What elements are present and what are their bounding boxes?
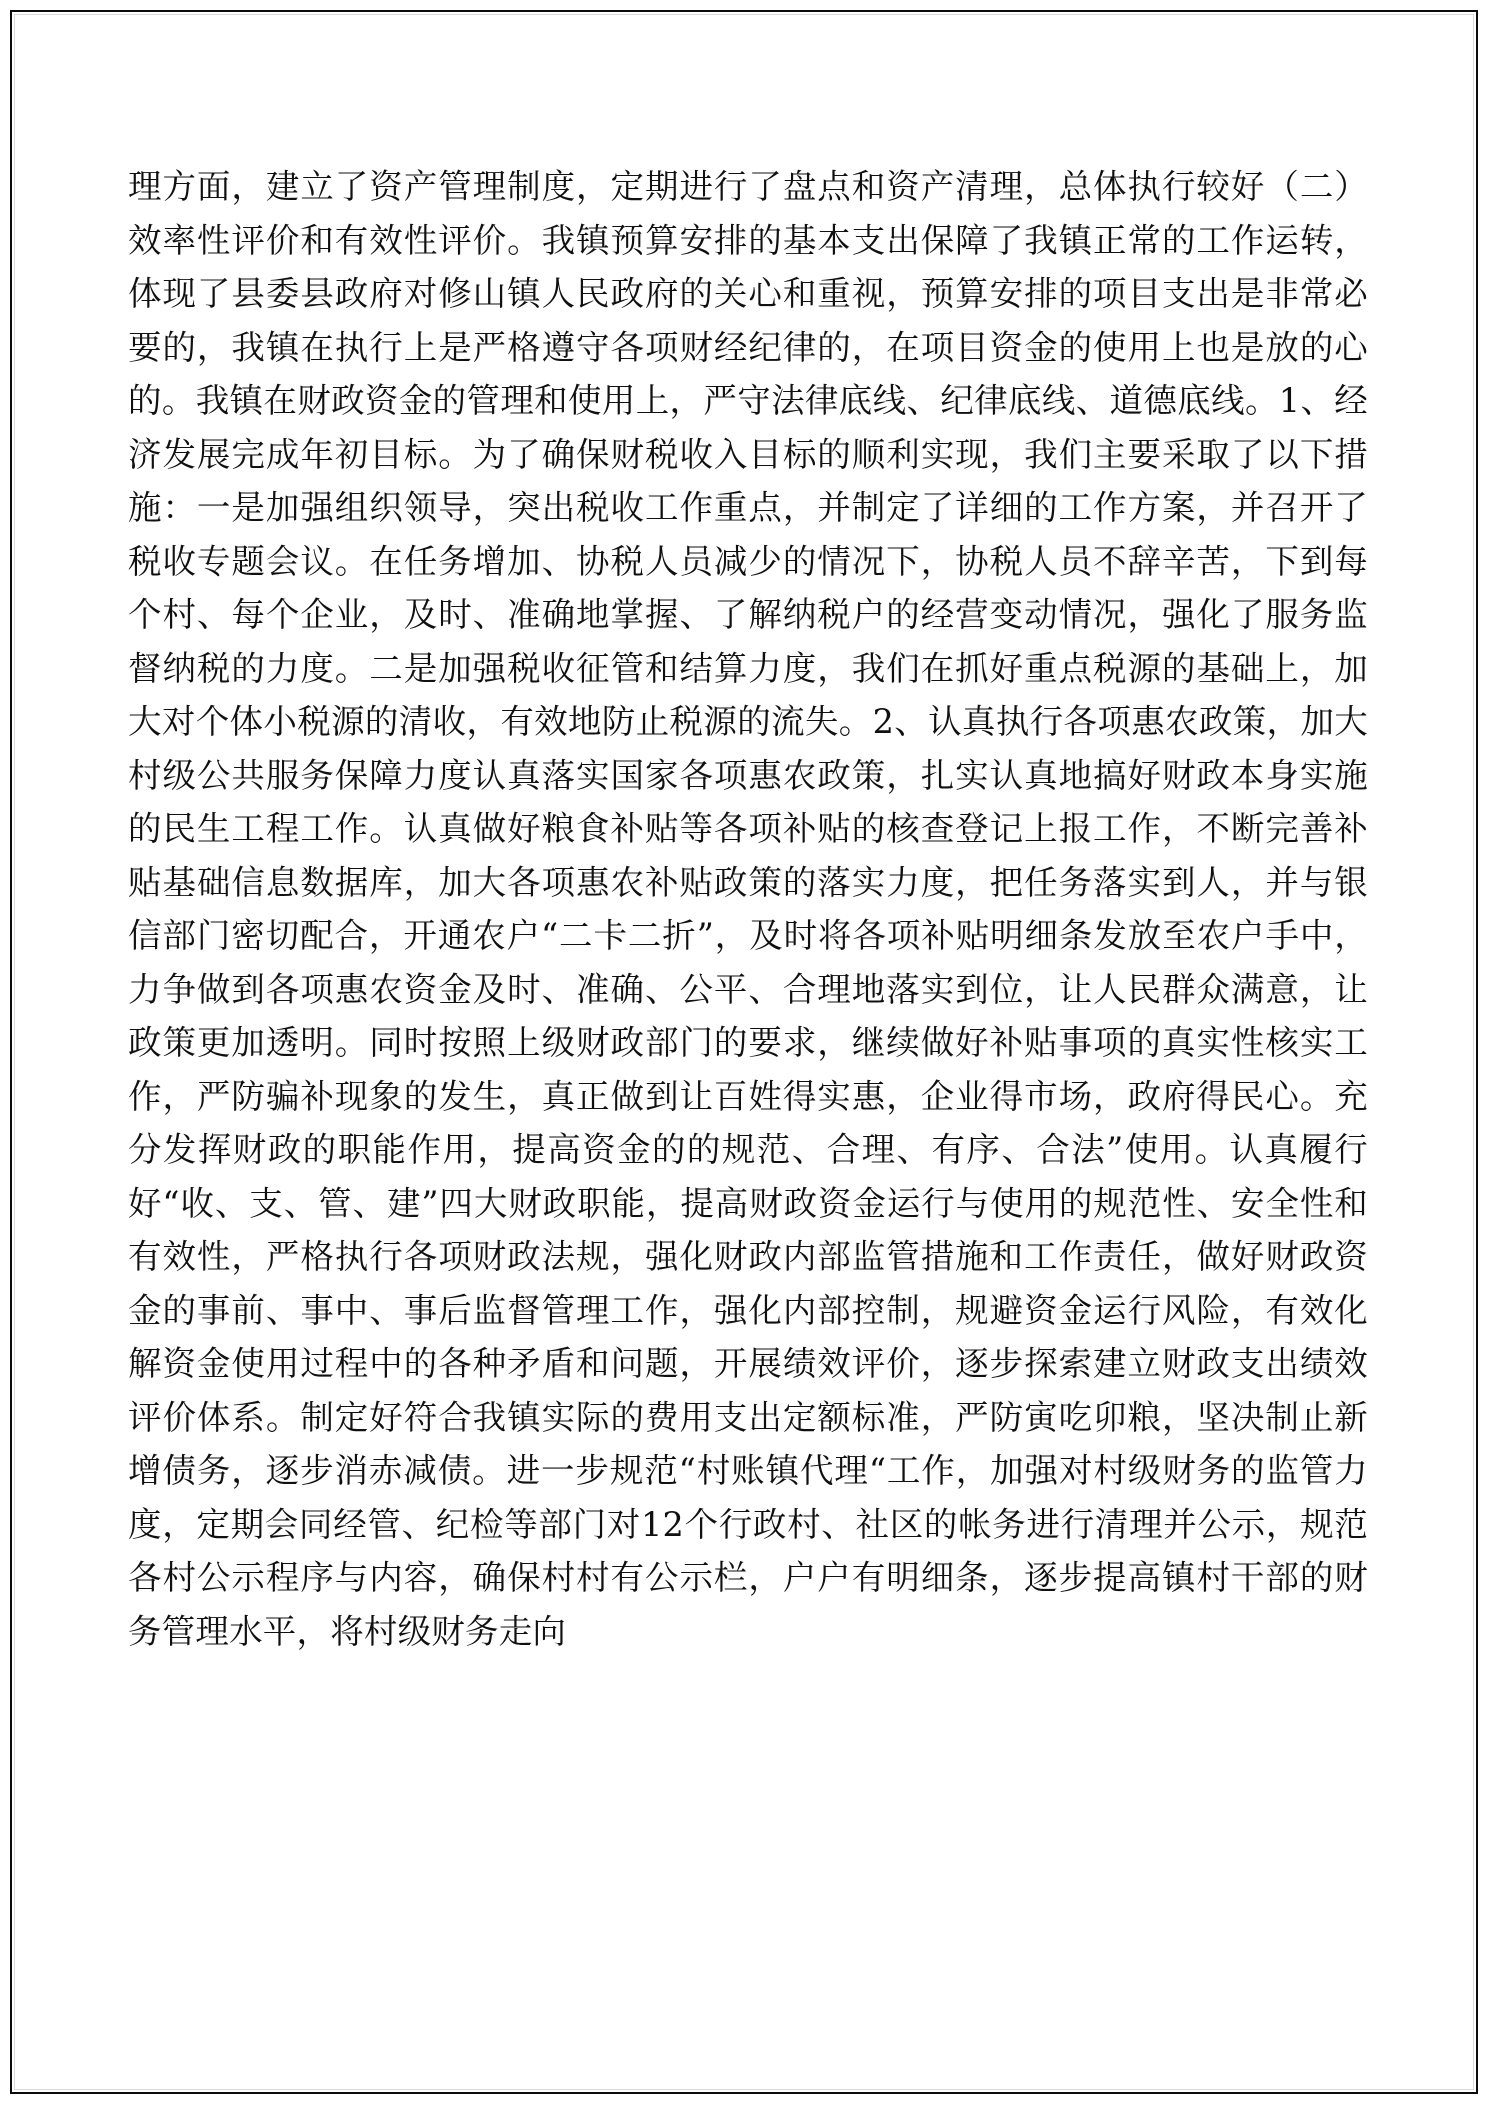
page-content [128,160,1368,1658]
body-paragraph: 理方面，建立了资产管理制度，定期进行了盘点和资产清理，总体执行较好（二）效率性评价和有效性评价。我镇预算安排的基本支出保障了我镇正常的工作运转，体现了县委县政府对修山镇人民政府的关心和重视，预算安排的项目支出是非常必要的，我镇在执行上是严格遵守各项财经纪律的，在项目资金的使用上也是放的心的。我镇在财政资金的管理和使用上，严守法律底线、纪律底线、道德底线。1、经济发展完成年初目标。为了确保财税收入目标的顺利实现，我们主要采取了以下措施：一是加强组织领导，突出税收工作重点，并制定了详细的工作方案，并召开了税收专题会议。在任务增加、协税人员减少的情况下，协税人员不辞辛苦，下到每个村、每个企业，及时、准确地掌握、了解纳税户的经营变动情况，强化了服务监督纳税的力度。二是加强税收征管和结算力度，我们在抓好重点税源的基础上，加大对个体小税源的清收，有效地防止税源的流失。2、认真执行各项惠农政策，加大村级公共服务保障力度认真落实国家各项惠农政策，扎实认真地搞好财政本身实施的民生工程工作。认真做好粮食补贴等各项补贴的核查登记上报工作，不断完善补贴基础信息数据库，加大各项惠农补贴政策的落实力度，把任务落实到人，并与银信部门密切配合，开通农户“二卡二折”，及时将各项补贴明细条发放至农户手中，力争做到各项惠农资金及时、准确、公平、合理地落实到位，让人民群众满意，让政策更加透明。同时按照上级财政部门的要求，继续做好补贴事项的真实性核实工作，严防骗补现象的发生，真正做到让百姓得实惠，企业得市场，政府得民心。充分发挥财政的职能作用，提高资金的的规范、合理、有序、合法”使用。认真履行好“收、支、管、建”四大财政职能，提高财政资金运行与使用的规范性、安全性和有效性，严格执行各项财政法规，强化财政内部监管措施和工作责任，做好财政资金的事前、事中、事后监督管理工作，强化内部控制，规避资金运行风险，有效化解资金使用过程中的各种矛盾和问题，开展绩效评价，逐步探索建立财政支出绩效评价体系。制定好符合我镇实际的费用支出定额标准，严防寅吃卯粮，坚决制止新增债务，逐步消赤减债。进一步规范“村账镇代理“工作，加强对村级财务的监管力度，定期会同经管、纪检等部门对12个行政村、社区的帐务进行清理并公示，规范各村公示程序与内容，确保村村有公示栏，户户有明细条，逐步提高镇村干部的财务管理水平，将村级财务走向 [128,167,1368,1651]
